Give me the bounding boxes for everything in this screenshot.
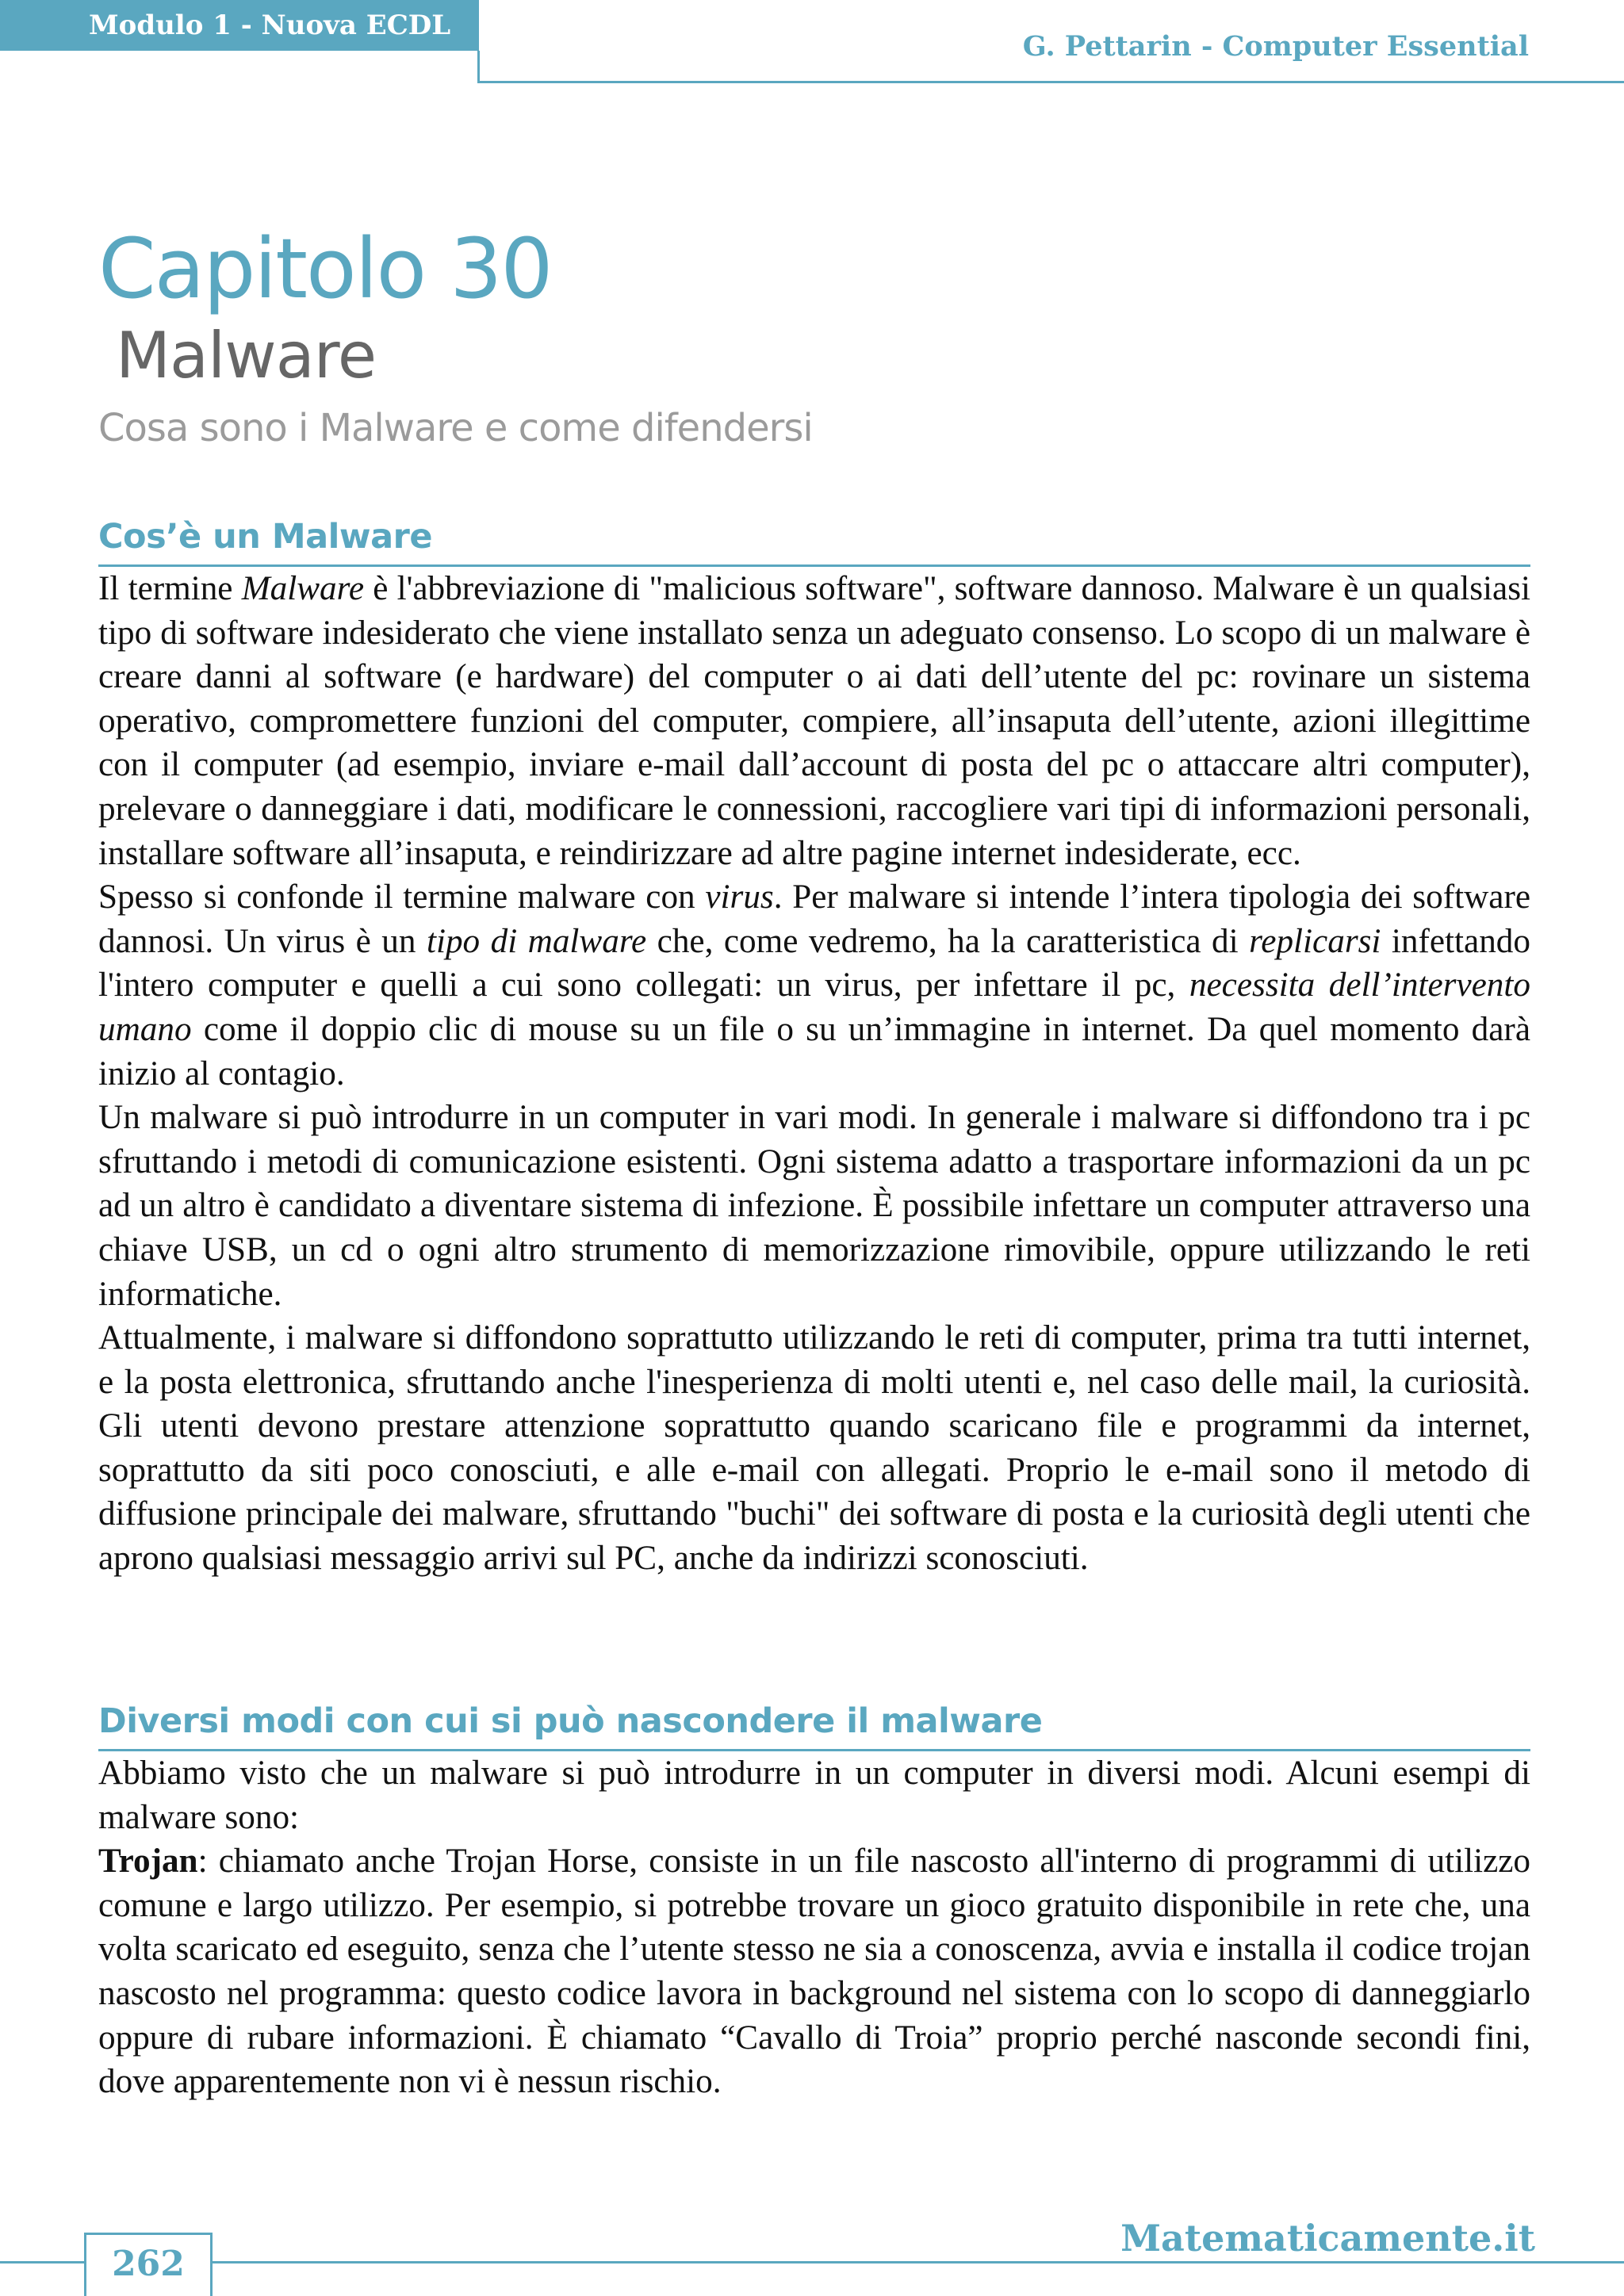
text-run: . Per malware si intende l’intera tipologia dei software dannosi. Un virus è un	[98, 878, 1530, 960]
paragraph: Un malware si può introdurre in un computer in vari modi. In generale i malware si diffondono tra i pc sfruttando i metodi di comunicazione esistenti. Ogni sistema adatto a trasportare informazioni da un pc ad un altro è candidato a diventare sistema di infezione. È possibile infettare un computer attraverso una chiave USB, un cd o ogni altro strumento di memorizzazione rimovibile, oppure utilizzando le reti informatiche.	[98, 1099, 1530, 1313]
text-run: che, come vedremo, ha la caratteristica di	[646, 922, 1250, 960]
header-divider-vertical	[477, 51, 480, 82]
paragraph	[98, 567, 1530, 875]
paragraph: Attualmente, i malware si diffondono soprattutto utilizzando le reti di computer, prima tra tutti internet, e la posta elettronica, sfruttando anche l'inesperienza di molti utenti e, nel caso delle mail, la curiosità. Gli utenti devono prestare attenzione soprattutto quando scaricano file e programmi da internet, soprattutto da siti poco conosciuti, e alle e-mail con allegati. Proprio le e-mail sono il metodo di diffusione principale dei malware, sfruttando "buchi" dei software di posta e la curiosità degli utenti che aprono qualsiasi messaggio arrivi sul PC, anche da indirizzi sconosciuti.	[98, 1319, 1530, 1578]
chapter-subtitle: Cosa sono i Malware e come difendersi	[98, 406, 813, 450]
text-run: è l'abbreviazione di "malicious software", software dannoso. Malware è un qualsiasi tipo di software indesiderato che viene installato senza un adeguato consenso. Lo scopo di un malware è creare danni al software (e hardware) del computer o ai dati dell’utente del pc: rovinare un sistema operativo, compromettere funzioni del computer, compiere, all’insaputa dell’utente, azioni illegittime con il computer (ad esempio, inviare e-mail dall’account di posta del pc o attaccare altri computer), prelevare o danneggiare i dati, modificare le connessioni, raccogliere vari tipi di informazioni personali, installare software all’insaputa, e reindirizzare ad altre pagine internet indesiderate, ecc.	[98, 570, 1530, 872]
page-number: 262	[84, 2233, 213, 2296]
section-title: Diversi modi con cui si può nascondere il malware	[98, 1698, 1530, 1751]
bold-term: Trojan	[98, 1843, 198, 1881]
chapter-title: Malware	[116, 319, 377, 392]
paragraph: Abbiamo visto che un malware si può introdurre in un computer in diversi modi. Alcuni esempi di malware sono:	[98, 1755, 1530, 1836]
paragraph	[98, 1839, 1530, 2104]
footer-divider-right	[211, 2261, 1624, 2263]
text-run: Spesso si confonde il termine malware con	[98, 878, 706, 916]
italic-term: tipo di malware	[426, 922, 647, 960]
site-name: Matematicamente.it	[1120, 2217, 1535, 2260]
italic-term: replicarsi	[1249, 922, 1381, 960]
header-divider	[477, 81, 1624, 83]
module-tab: Modulo 1 - Nuova ECDL	[0, 0, 479, 51]
text-run: Il termine	[98, 570, 242, 607]
italic-term: Malware	[241, 570, 365, 607]
italic-term: virus	[705, 878, 774, 916]
footer-divider-left	[0, 2261, 86, 2263]
book-title: G. Pettarin - Computer Essential	[1022, 30, 1529, 63]
chapter-number: Capitolo 30	[98, 220, 552, 317]
section-what-is-malware	[98, 514, 1530, 1581]
text-run: : chiamato anche Trojan Horse, consiste in un file nascosto all'interno di programmi di utilizzo comune e largo utilizzo. Per esempio, si potrebbe trovare un gioco gratuito disponibile in rete che, una volta scaricato ed eseguito, senza che l’utente stesso ne sia a conoscenza, avvia e installa il codice trojan nascosto nel programma: questo codice lavora in background nel sistema con lo scopo di danneggiarlo oppure di rubare informazioni. È chiamato “Cavallo di Troia” proprio perché nasconde secondi fini, dove apparentemente non vi è nessun rischio.	[98, 1843, 1530, 2101]
section-hiding-malware	[98, 1698, 1530, 2104]
text-run: infettando l'intero computer e quelli a cui sono collegati: un virus, per infettare il pc,	[98, 922, 1530, 1004]
italic-term: necessita dell’intervento umano	[98, 966, 1530, 1048]
section-title: Cos’è un Malware	[98, 514, 1530, 567]
text-run: come il doppio clic di mouse su un file o su un’immagine in internet. Da quel momento darà inizio al contagio.	[98, 1010, 1530, 1093]
paragraph	[98, 875, 1530, 1096]
